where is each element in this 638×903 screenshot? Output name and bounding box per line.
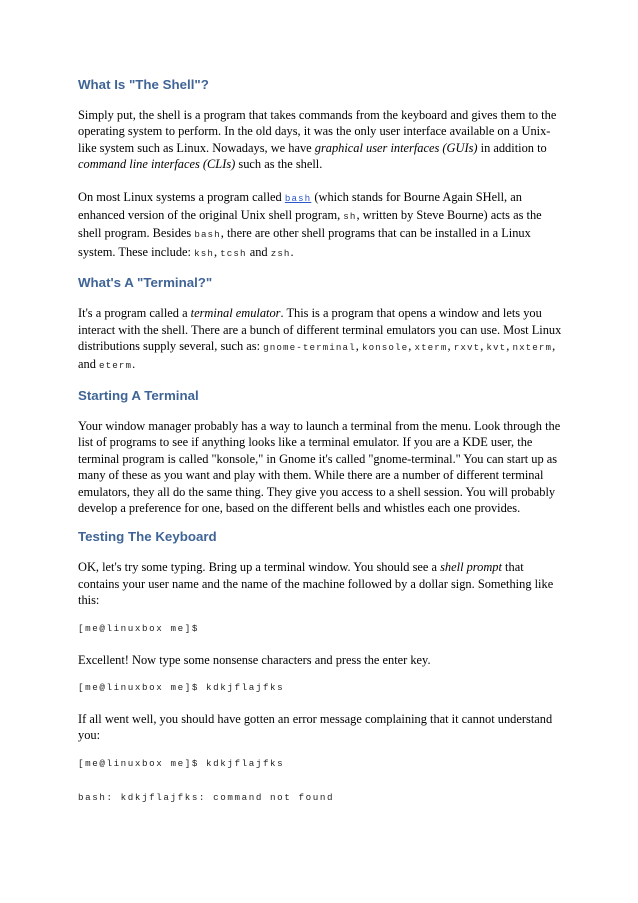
text-run: that contains your user name and the name of the machine followed by a dollar sign. Something like this: — [78, 560, 554, 608]
terminal-command-line-repeat: [me@linuxbox me]$ kdkjflajfks — [78, 757, 285, 769]
text-run: , — [447, 339, 454, 354]
term-terminal-emulator: terminal emulator — [190, 306, 281, 321]
text-run: , — [506, 339, 513, 354]
code-zsh: zsh — [270, 247, 291, 259]
text-run: . — [290, 244, 294, 259]
code-rxvt: rxvt — [453, 342, 481, 354]
code-kvt: kvt — [486, 342, 507, 354]
text-run: such as the shell. — [235, 157, 323, 172]
paragraph-starting-terminal: Your window manager probably has a way to launch a terminal from the menu. Look through the list of programs to see if anything looks like a terminal emulator. If you are a KDE user, the terminal program is called "konsole," in Gnome it's called "gnome-terminal." You can start up as many of these as you want and play with them. While there are a number of different terminal emulators, they all do the same thing. They give you access to a shell session. You will probably develop a preference for one, based on the different bells and whistles each one provides. — [78, 418, 561, 515]
term-shell-prompt: shell prompt — [440, 560, 502, 575]
paragraph-shell-definition — [78, 107, 566, 173]
code-tcsh: tcsh — [220, 247, 247, 259]
paragraph-nonsense-characters: Excellent! Now type some nonsense characters and press the enter key. — [78, 652, 431, 667]
document-body — [78, 77, 566, 821]
terminal-error-output: bash: kdkjflajfks: command not found — [78, 791, 335, 803]
paragraph-shell-prompt — [78, 559, 566, 608]
code-ksh: ksh — [194, 247, 214, 259]
code-nxterm: nxterm — [512, 342, 553, 354]
code-gnome-terminal: gnome-terminal — [263, 342, 356, 354]
text-run: . — [132, 357, 136, 372]
term-cli: command line interfaces (CLIs) — [78, 157, 236, 172]
text-run: , — [408, 339, 415, 354]
bash-link[interactable]: bash — [284, 192, 312, 204]
text-run: , written by Steve Bourne) acts as the shell program. Besides — [78, 208, 542, 241]
paragraph-error-message: If all went well, you should have gotten an error message complaining that it cannot understand you: — [78, 711, 553, 743]
text-run: , there are other shell programs that can be installed in a Linux system. These include: — [78, 226, 531, 259]
text-run: and — [246, 244, 271, 259]
text-run: (which stands for Bourne Again SHell, an enhanced version of the original Unix shell program, — [78, 189, 522, 223]
code-sh: sh — [343, 211, 357, 223]
text-run: It's a program called a — [78, 306, 191, 321]
code-konsole: konsole — [361, 342, 409, 354]
term-gui: graphical user interfaces (GUIs) — [314, 140, 478, 155]
paragraph-shell-programs — [78, 189, 566, 263]
section-heading-whats-a-terminal: What's A "Terminal?" — [78, 275, 213, 291]
terminal-command-line: [me@linuxbox me]$ kdkjflajfks — [78, 681, 285, 693]
text-run: . This is a program that opens a window and lets you interact with the shell. There are a bunch of different terminal emulators you can use. Most Linux distributions supply several, such as: — [78, 306, 562, 354]
code-xterm: xterm — [414, 342, 448, 354]
terminal-prompt-line: [me@linuxbox me]$ — [78, 622, 199, 634]
text-run: OK, let's try some typing. Bring up a terminal window. You should see a — [78, 560, 441, 575]
paragraph-terminal-emulators — [78, 305, 566, 375]
text-run: On most Linux systems a program called — [78, 189, 285, 204]
section-heading-starting-a-terminal: Starting A Terminal — [78, 387, 199, 403]
section-heading-what-is-the-shell: What Is "The Shell"? — [78, 77, 209, 92]
text-run: , — [480, 339, 487, 354]
text-run: , — [355, 339, 362, 354]
section-heading-testing-the-keyboard: Testing The Keyboard — [78, 529, 217, 545]
code-eterm: eterm — [99, 360, 133, 372]
text-run: , — [213, 244, 221, 259]
text-run: in addition to — [477, 140, 547, 155]
text-run: , and — [78, 339, 556, 372]
text-run: Simply put, the shell is a program that takes commands from the keyboard and gives them to the operating system to perform. In the old days, it was the only user interface available on a Unix-like system such as Linux. Nowadays, we have — [78, 108, 557, 155]
code-bash: bash — [194, 229, 221, 241]
